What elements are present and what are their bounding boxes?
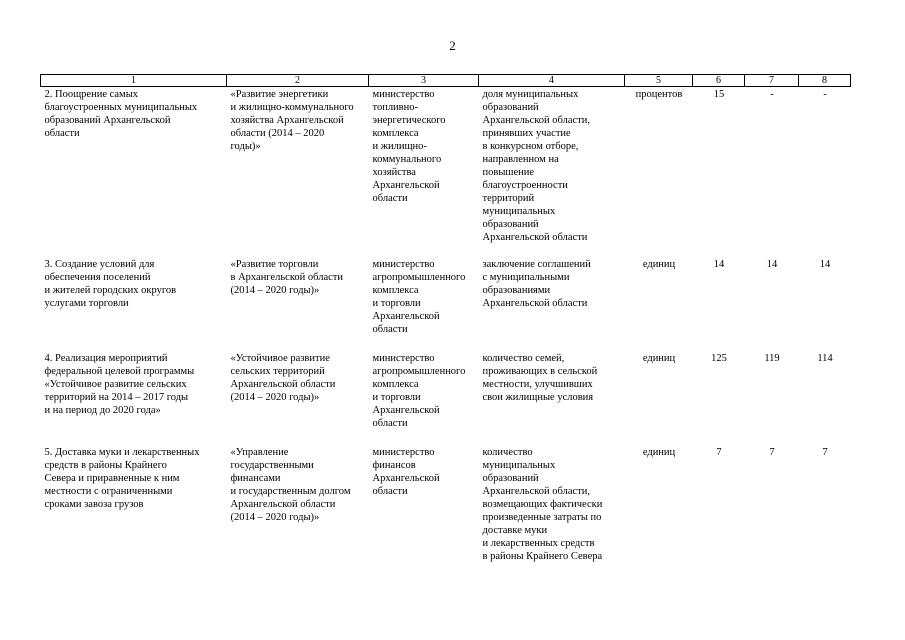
- program-cell: «Развитие энергетики и жилищно-коммунального хозяйства Архангельской области (2014 – 2020 годы)»: [230, 89, 354, 152]
- ministry-cell: министерство агропромышленного комплекса и торговли Архангельской области: [372, 353, 466, 429]
- program-cell: «Управление государственными финансами и государственным долгом Архангельской области (2014 – 2020 годы)»: [230, 447, 351, 523]
- unit-cell: единиц: [642, 259, 676, 270]
- value-cell: 14: [766, 259, 778, 270]
- indicator-cell: доля муниципальных образований Архангельской области, принявших участие в конкурсном отборе, направленном на повышение благоустроенности территорий муниципальных образований Архангельской области: [482, 89, 591, 243]
- column-header: 8: [799, 75, 851, 87]
- column-header: 5: [625, 75, 693, 87]
- value-cell: 125: [711, 353, 727, 364]
- column-header: 6: [693, 75, 745, 87]
- value-cell: 114: [817, 353, 833, 364]
- indicator-cell: заключение соглашений с муниципальными образованиями Архангельской области: [482, 259, 591, 309]
- program-cell: «Устойчивое развитие сельских территорий Архангельской области (2014 – 2020 годы)»: [230, 353, 336, 403]
- column-header: 7: [745, 75, 799, 87]
- measure-cell: 3. Создание условий для обеспечения поселений и жителей городских округов услугами торговли: [44, 259, 177, 309]
- value-cell: 14: [819, 259, 831, 270]
- table-row: [41, 352, 851, 446]
- unit-cell: процентов: [635, 89, 683, 100]
- unit-cell: единиц: [642, 353, 676, 364]
- table-row: [41, 258, 851, 352]
- program-cell: «Развитие торговли в Архангельской области (2014 – 2020 годы)»: [230, 259, 343, 296]
- ministry-cell: министерство финансов Архангельской области: [372, 447, 440, 497]
- column-header: 3: [369, 75, 479, 87]
- table-header-row: [41, 75, 851, 87]
- value-cell: 7: [769, 447, 775, 458]
- value-cell: 7: [822, 447, 828, 458]
- value-cell: 14: [713, 259, 725, 270]
- value-cell: -: [770, 89, 774, 100]
- ministry-cell: министерство агропромышленного комплекса и торговли Архангельской области: [372, 259, 466, 335]
- table-row: [41, 87, 851, 259]
- table-row: [41, 446, 851, 576]
- column-header: 2: [227, 75, 369, 87]
- measure-cell: 2. Поощрение самых благоустроенных муниципальных образований Архангельской области: [44, 89, 198, 139]
- value-cell: 15: [713, 89, 725, 100]
- column-header: 4: [479, 75, 625, 87]
- measure-cell: 4. Реализация мероприятий федеральной целевой программы «Устойчивое развитие сельских территорий на 2014 – 2017 годы и на период до 2020 года»: [44, 353, 195, 416]
- measure-cell: 5. Доставка муки и лекарственных средств в районы Крайнего Севера и приравненные к ним местности с ограниченными сроками завоза грузов: [44, 447, 200, 510]
- indicator-cell: количество муниципальных образований Архангельской области, возмещающих фактически произведенные затраты по доставке муки и лекарственных средств в районы Крайнего Севера: [482, 447, 603, 562]
- ministry-cell: министерство топливно- энергетического комплекса и жилищно- коммунального хозяйства Архангельской области: [372, 89, 446, 204]
- program-table: [40, 74, 851, 576]
- value-cell: -: [823, 89, 827, 100]
- column-header: 1: [41, 75, 227, 87]
- indicator-cell: количество семей, проживающих в сельской местности, улучшивших свои жилищные условия: [482, 353, 598, 403]
- unit-cell: единиц: [642, 447, 676, 458]
- value-cell: 119: [764, 353, 780, 364]
- page-number: 2: [449, 38, 456, 53]
- value-cell: 7: [716, 447, 722, 458]
